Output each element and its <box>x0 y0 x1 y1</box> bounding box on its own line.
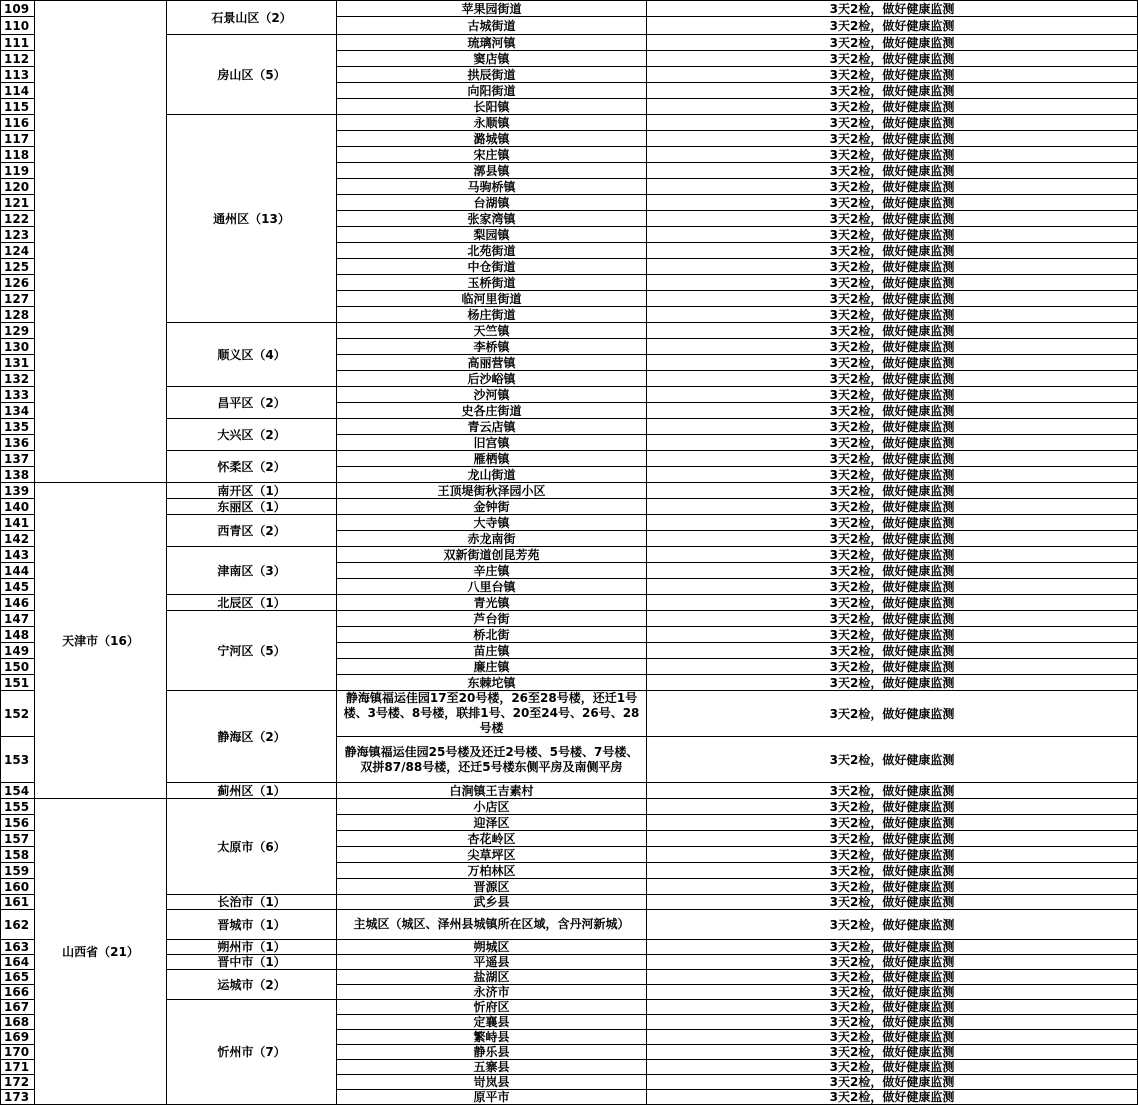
row-number: 155 <box>1 799 35 815</box>
area-cell: 史各庄街道 <box>337 403 647 419</box>
table-row <box>1 451 1138 467</box>
district-cell: 顺义区（4） <box>167 323 337 387</box>
requirement-cell: 3天2检，做好健康监测 <box>647 483 1138 499</box>
requirement-cell: 3天2检，做好健康监测 <box>647 419 1138 435</box>
requirement-cell: 3天2检，做好健康监测 <box>647 863 1138 879</box>
requirement-cell: 3天2检，做好健康监测 <box>647 195 1138 211</box>
row-number: 156 <box>1 815 35 831</box>
area-cell: 永顺镇 <box>337 115 647 131</box>
row-number: 154 <box>1 783 35 799</box>
row-number: 152 <box>1 691 35 737</box>
requirement-cell: 3天2检，做好健康监测 <box>647 131 1138 147</box>
requirement-cell: 3天2检，做好健康监测 <box>647 643 1138 659</box>
area-cell: 原平市 <box>337 1090 647 1105</box>
table-row <box>1 499 1138 515</box>
area-cell: 五寨县 <box>337 1060 647 1075</box>
province-cell: 天津市（16） <box>35 483 167 799</box>
row-number: 162 <box>1 910 35 940</box>
row-number: 124 <box>1 243 35 259</box>
area-cell: 北苑街道 <box>337 243 647 259</box>
row-number: 159 <box>1 863 35 879</box>
area-cell: 金钟街 <box>337 499 647 515</box>
requirement-cell: 3天2检，做好健康监测 <box>647 675 1138 691</box>
row-number: 146 <box>1 595 35 611</box>
area-cell: 万柏林区 <box>337 863 647 879</box>
district-cell: 大兴区（2） <box>167 419 337 451</box>
row-number: 166 <box>1 985 35 1000</box>
requirement-cell: 3天2检，做好健康监测 <box>647 1045 1138 1060</box>
table-row <box>1 35 1138 51</box>
row-number: 151 <box>1 675 35 691</box>
requirement-cell: 3天2检，做好健康监测 <box>647 1015 1138 1030</box>
area-cell: 白涧镇王吉素村 <box>337 783 647 799</box>
row-number: 145 <box>1 579 35 595</box>
table-row <box>1 783 1138 799</box>
requirement-cell: 3天2检，做好健康监测 <box>647 355 1138 371</box>
area-cell: 小店区 <box>337 799 647 815</box>
row-number: 119 <box>1 163 35 179</box>
requirement-cell: 3天2检，做好健康监测 <box>647 940 1138 955</box>
requirement-cell: 3天2检，做好健康监测 <box>647 211 1138 227</box>
area-cell: 青光镇 <box>337 595 647 611</box>
requirement-cell: 3天2检，做好健康监测 <box>647 563 1138 579</box>
table-row <box>1 547 1138 563</box>
row-number: 130 <box>1 339 35 355</box>
table-row <box>1 595 1138 611</box>
table-row <box>1 611 1138 627</box>
area-cell: 永济市 <box>337 985 647 1000</box>
district-cell: 津南区（3） <box>167 547 337 595</box>
district-cell: 怀柔区（2） <box>167 451 337 483</box>
requirement-cell: 3天2检，做好健康监测 <box>647 595 1138 611</box>
area-cell: 雁栖镇 <box>337 451 647 467</box>
area-cell: 芦台街 <box>337 611 647 627</box>
row-number: 110 <box>1 17 35 35</box>
requirement-cell: 3天2检，做好健康监测 <box>647 1090 1138 1105</box>
row-number: 134 <box>1 403 35 419</box>
district-cell: 静海区（2） <box>167 691 337 783</box>
row-number: 111 <box>1 35 35 51</box>
requirement-cell: 3天2检，做好健康监测 <box>647 1000 1138 1015</box>
row-number: 122 <box>1 211 35 227</box>
area-cell: 赤龙南街 <box>337 531 647 547</box>
area-cell: 李桥镇 <box>337 339 647 355</box>
row-number: 169 <box>1 1030 35 1045</box>
requirement-cell: 3天2检，做好健康监测 <box>647 291 1138 307</box>
requirement-cell: 3天2检，做好健康监测 <box>647 547 1138 563</box>
table-body <box>1 1 1138 1105</box>
row-number: 135 <box>1 419 35 435</box>
area-cell: 静乐县 <box>337 1045 647 1060</box>
row-number: 140 <box>1 499 35 515</box>
requirement-cell: 3天2检，做好健康监测 <box>647 611 1138 627</box>
requirement-cell: 3天2检，做好健康监测 <box>647 339 1138 355</box>
row-number: 143 <box>1 547 35 563</box>
requirement-cell: 3天2检，做好健康监测 <box>647 659 1138 675</box>
row-number: 109 <box>1 1 35 17</box>
row-number: 147 <box>1 611 35 627</box>
district-cell: 房山区（5） <box>167 35 337 115</box>
row-number: 167 <box>1 1000 35 1015</box>
district-cell: 忻州市（7） <box>167 1000 337 1105</box>
district-cell: 太原市（6） <box>167 799 337 895</box>
row-number: 150 <box>1 659 35 675</box>
requirement-cell: 3天2检，做好健康监测 <box>647 579 1138 595</box>
requirement-cell: 3天2检，做好健康监测 <box>647 737 1138 783</box>
district-cell: 北辰区（1） <box>167 595 337 611</box>
row-number: 117 <box>1 131 35 147</box>
requirement-cell: 3天2检，做好健康监测 <box>647 955 1138 970</box>
table-row <box>1 323 1138 339</box>
table-row <box>1 940 1138 955</box>
requirement-cell: 3天2检，做好健康监测 <box>647 970 1138 985</box>
area-cell: 长阳镇 <box>337 99 647 115</box>
requirement-cell: 3天2检，做好健康监测 <box>647 531 1138 547</box>
district-cell: 西青区（2） <box>167 515 337 547</box>
district-cell: 南开区（1） <box>167 483 337 499</box>
area-cell: 古城街道 <box>337 17 647 35</box>
requirement-cell: 3天2检，做好健康监测 <box>647 799 1138 815</box>
area-cell: 龙山街道 <box>337 467 647 483</box>
area-cell: 张家湾镇 <box>337 211 647 227</box>
row-number: 157 <box>1 831 35 847</box>
row-number: 171 <box>1 1060 35 1075</box>
requirement-cell: 3天2检，做好健康监测 <box>647 499 1138 515</box>
row-number: 141 <box>1 515 35 531</box>
requirement-cell: 3天2检，做好健康监测 <box>647 17 1138 35</box>
row-number: 131 <box>1 355 35 371</box>
area-cell: 尖草坪区 <box>337 847 647 863</box>
area-cell: 大寺镇 <box>337 515 647 531</box>
area-cell: 迎泽区 <box>337 815 647 831</box>
table-row <box>1 419 1138 435</box>
row-number: 142 <box>1 531 35 547</box>
requirement-cell: 3天2检，做好健康监测 <box>647 435 1138 451</box>
area-cell: 武乡县 <box>337 895 647 910</box>
requirement-cell: 3天2检，做好健康监测 <box>647 467 1138 483</box>
table-row <box>1 387 1138 403</box>
row-number: 116 <box>1 115 35 131</box>
area-cell: 窦店镇 <box>337 51 647 67</box>
row-number: 133 <box>1 387 35 403</box>
row-number: 127 <box>1 291 35 307</box>
requirement-cell: 3天2检，做好健康监测 <box>647 627 1138 643</box>
area-cell: 杨庄街道 <box>337 307 647 323</box>
requirement-cell: 3天2检，做好健康监测 <box>647 83 1138 99</box>
area-cell: 高丽营镇 <box>337 355 647 371</box>
row-number: 170 <box>1 1045 35 1060</box>
district-cell: 长治市（1） <box>167 895 337 910</box>
requirement-cell: 3天2检，做好健康监测 <box>647 691 1138 737</box>
area-cell: 漷县镇 <box>337 163 647 179</box>
area-cell: 向阳街道 <box>337 83 647 99</box>
row-number: 125 <box>1 259 35 275</box>
area-cell: 拱辰街道 <box>337 67 647 83</box>
area-cell: 王顶堤街秋泽园小区 <box>337 483 647 499</box>
area-cell: 忻府区 <box>337 1000 647 1015</box>
requirement-cell: 3天2检，做好健康监测 <box>647 1 1138 17</box>
row-number: 158 <box>1 847 35 863</box>
area-cell: 东棘坨镇 <box>337 675 647 691</box>
table-row <box>1 895 1138 910</box>
row-number: 161 <box>1 895 35 910</box>
requirement-cell: 3天2检，做好健康监测 <box>647 783 1138 799</box>
requirement-cell: 3天2检，做好健康监测 <box>647 815 1138 831</box>
table-row <box>1 483 1138 499</box>
area-cell: 后沙峪镇 <box>337 371 647 387</box>
row-number: 112 <box>1 51 35 67</box>
district-cell: 东丽区（1） <box>167 499 337 515</box>
requirement-cell: 3天2检，做好健康监测 <box>647 115 1138 131</box>
district-cell: 宁河区（5） <box>167 611 337 691</box>
area-cell: 静海镇福运佳园17至20号楼，26至28号楼，还迁1号楼、3号楼、8号楼，联排1号、20至24号、26号、28号楼 <box>337 691 647 737</box>
row-number: 132 <box>1 371 35 387</box>
requirement-cell: 3天2检，做好健康监测 <box>647 275 1138 291</box>
table-row <box>1 115 1138 131</box>
requirement-cell: 3天2检，做好健康监测 <box>647 179 1138 195</box>
table-row <box>1 1000 1138 1015</box>
area-cell: 苹果园街道 <box>337 1 647 17</box>
requirement-cell: 3天2检，做好健康监测 <box>647 259 1138 275</box>
area-cell: 八里台镇 <box>337 579 647 595</box>
table-row <box>1 515 1138 531</box>
requirement-cell: 3天2检，做好健康监测 <box>647 985 1138 1000</box>
district-cell: 石景山区（2） <box>167 1 337 35</box>
requirement-cell: 3天2检，做好健康监测 <box>647 227 1138 243</box>
row-number: 126 <box>1 275 35 291</box>
requirement-cell: 3天2检，做好健康监测 <box>647 307 1138 323</box>
requirement-cell: 3天2检，做好健康监测 <box>647 1075 1138 1090</box>
area-cell: 主城区（城区、泽州县城镇所在区域，含丹河新城） <box>337 910 647 940</box>
province-cell <box>35 1 167 483</box>
requirement-cell: 3天2检，做好健康监测 <box>647 67 1138 83</box>
row-number: 128 <box>1 307 35 323</box>
area-cell: 辛庄镇 <box>337 563 647 579</box>
row-number: 165 <box>1 970 35 985</box>
area-cell: 玉桥街道 <box>337 275 647 291</box>
requirement-cell: 3天2检，做好健康监测 <box>647 847 1138 863</box>
table-row <box>1 910 1138 940</box>
row-number: 149 <box>1 643 35 659</box>
area-cell: 定襄县 <box>337 1015 647 1030</box>
row-number: 137 <box>1 451 35 467</box>
requirement-cell: 3天2检，做好健康监测 <box>647 879 1138 895</box>
area-cell: 天竺镇 <box>337 323 647 339</box>
table-row <box>1 691 1138 737</box>
district-cell: 昌平区（2） <box>167 387 337 419</box>
area-cell: 杏花岭区 <box>337 831 647 847</box>
area-cell: 青云店镇 <box>337 419 647 435</box>
row-number: 123 <box>1 227 35 243</box>
row-number: 121 <box>1 195 35 211</box>
area-cell: 马驹桥镇 <box>337 179 647 195</box>
area-cell: 宋庄镇 <box>337 147 647 163</box>
requirement-cell: 3天2检，做好健康监测 <box>647 451 1138 467</box>
area-cell: 桥北街 <box>337 627 647 643</box>
row-number: 163 <box>1 940 35 955</box>
requirement-cell: 3天2检，做好健康监测 <box>647 895 1138 910</box>
area-cell: 苗庄镇 <box>337 643 647 659</box>
area-cell: 沙河镇 <box>337 387 647 403</box>
area-cell: 琉璃河镇 <box>337 35 647 51</box>
area-cell: 潞城镇 <box>337 131 647 147</box>
area-cell: 台湖镇 <box>337 195 647 211</box>
district-cell: 朔州市（1） <box>167 940 337 955</box>
district-cell: 通州区（13） <box>167 115 337 323</box>
area-cell: 临河里街道 <box>337 291 647 307</box>
area-cell: 静海镇福运佳园25号楼及还迁2号楼、5号楼、7号楼、双拼87/88号楼，还迁5号楼东侧平房及南侧平房 <box>337 737 647 783</box>
district-cell: 晋城市（1） <box>167 910 337 940</box>
row-number: 173 <box>1 1090 35 1105</box>
requirement-cell: 3天2检，做好健康监测 <box>647 1060 1138 1075</box>
table-row <box>1 970 1138 985</box>
row-number: 144 <box>1 563 35 579</box>
row-number: 129 <box>1 323 35 339</box>
area-cell: 廉庄镇 <box>337 659 647 675</box>
requirement-cell: 3天2检，做好健康监测 <box>647 403 1138 419</box>
table-row <box>1 1 1138 17</box>
area-cell: 中仓街道 <box>337 259 647 275</box>
row-number: 120 <box>1 179 35 195</box>
row-number: 148 <box>1 627 35 643</box>
row-number: 118 <box>1 147 35 163</box>
area-cell: 梨园镇 <box>337 227 647 243</box>
district-cell: 晋中市（1） <box>167 955 337 970</box>
area-cell: 岢岚县 <box>337 1075 647 1090</box>
requirement-cell: 3天2检，做好健康监测 <box>647 147 1138 163</box>
area-cell: 朔城区 <box>337 940 647 955</box>
row-number: 168 <box>1 1015 35 1030</box>
row-number: 172 <box>1 1075 35 1090</box>
row-number: 115 <box>1 99 35 115</box>
area-cell: 双新街道创昆芳苑 <box>337 547 647 563</box>
row-number: 153 <box>1 737 35 783</box>
requirement-cell: 3天2检，做好健康监测 <box>647 99 1138 115</box>
table-row <box>1 955 1138 970</box>
row-number: 160 <box>1 879 35 895</box>
district-cell: 运城市（2） <box>167 970 337 1000</box>
row-number: 136 <box>1 435 35 451</box>
requirement-cell: 3天2检，做好健康监测 <box>647 323 1138 339</box>
row-number: 138 <box>1 467 35 483</box>
requirement-cell: 3天2检，做好健康监测 <box>647 371 1138 387</box>
area-cell: 平遥县 <box>337 955 647 970</box>
table-row <box>1 799 1138 815</box>
requirement-cell: 3天2检，做好健康监测 <box>647 243 1138 259</box>
row-number: 113 <box>1 67 35 83</box>
province-cell: 山西省（21） <box>35 799 167 1105</box>
district-cell: 蓟州区（1） <box>167 783 337 799</box>
area-cell: 繁峙县 <box>337 1030 647 1045</box>
requirement-cell: 3天2检，做好健康监测 <box>647 51 1138 67</box>
requirement-cell: 3天2检，做好健康监测 <box>647 515 1138 531</box>
requirement-cell: 3天2检，做好健康监测 <box>647 35 1138 51</box>
row-number: 139 <box>1 483 35 499</box>
area-cell: 旧宫镇 <box>337 435 647 451</box>
requirement-cell: 3天2检，做好健康监测 <box>647 387 1138 403</box>
requirement-cell: 3天2检，做好健康监测 <box>647 163 1138 179</box>
area-cell: 盐湖区 <box>337 970 647 985</box>
requirement-cell: 3天2检，做好健康监测 <box>647 831 1138 847</box>
requirement-cell: 3天2检，做好健康监测 <box>647 1030 1138 1045</box>
row-number: 164 <box>1 955 35 970</box>
row-number: 114 <box>1 83 35 99</box>
requirement-cell: 3天2检，做好健康监测 <box>647 910 1138 940</box>
area-cell: 晋源区 <box>337 879 647 895</box>
